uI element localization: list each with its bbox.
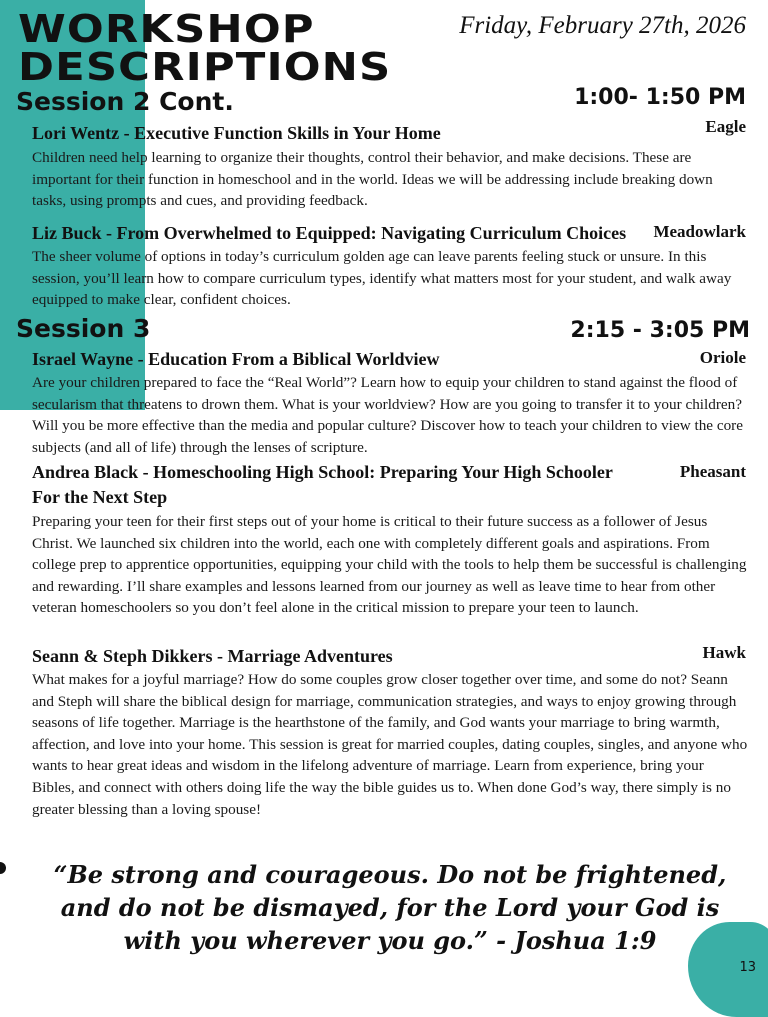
page-number: 13 [739,960,756,975]
page-title [18,7,392,89]
workshop-description: What makes for a joyful marriage? How do some couples grow closer together over time, and some do not? Seann and Steph will share the biblical design for marriage, communication strategies, and ways to enjoy growing through seasons of life together. Marriage is the hearthstone of the family, and God wants your marriage to bring warmth, affection, and love into your home. This session is great for married couples, dating couples, singles, and anyone who wants to hear great ideas and wisdom in the lifelong adventure of marriage. Learn from experience, bring your Bibles, and connect with others doing life the way the bible guides us to. When done God’s way, there simply is no greater blessing than a loving spouse! [32,671,748,818]
title-line-1: WORKSHOP [18,7,315,51]
workshop-room: Meadowlark [653,222,746,241]
session-2-label: Session 2 Cont. [16,87,234,116]
session-3-time: 2:15 - 3:05 PM [570,318,750,343]
workshop-room: Pheasant [679,462,746,481]
workshop-description: Are your children prepared to face the “Real World”? Learn how to equip your children to stand against the flood of secularism that threatens to drown them. What is your worldview? How are you going to transfer it to your children? Will you be more effective than the media and popular culture? Discover how to teach your children to view the core subjects (and all of life) through the lenses of scripture. [32,374,743,456]
workshop-room: Oriole [699,348,746,367]
workshop-description: The sheer volume of options in today’s curriculum golden age can leave parents feeling stuck or unsure. In this session, you’ll learn how to compare curriculum types, identify what matters most for your student, and walk away equipped to make clear, confident choices. [32,248,732,309]
title-line-2: DESCRIPTIONS [18,45,392,89]
workshop-description: Children need help learning to organize their thoughts, control their behavior, and make decisions. These are important for their function in homeschool and in the world. Ideas we will be addressing include breaking down tasks, using prompts and cues, and providing feedback. [32,149,713,210]
session-2-time: 1:00- 1:50 PM [574,85,746,110]
scripture-quote: “Be strong and courageous. Do not be frightened, and do not be dismayed, for the Lord your God is with you wherever you go.” - Joshua 1:9 [53,860,727,955]
workshop-title: Lori Wentz - Executive Function Skills in Your Home [32,123,441,143]
workshop-title: Liz Buck - From Overwhelmed to Equipped: Navigating Curriculum Choices [32,223,627,243]
event-date: Friday, February 27th, 2026 [459,12,746,39]
workshop-description: Preparing your teen for their first steps out of your home is critical to their future success as a follower of Jesus Christ. We launched six children into the world, each one with completely different goals and aspirations. From college prep to apprentice opportunities, equipping your child with the tools to help them be successful is challenging and rewarding. I’ll share examples and lessons learned from our journey as well as leave time to hear from other veteran homeschoolers so you don’t feel alone in the critical mission to prepare your teen to launch. [32,513,747,617]
workshop-room: Hawk [702,643,746,662]
bullet-dot [0,862,6,874]
workshop-title: Andrea Black - Homeschooling High School: Preparing Your High Schooler For the Next Step [32,462,613,507]
workshop-title: Israel Wayne - Education From a Biblical Worldview [32,349,440,369]
session-3-label: Session 3 [16,314,151,343]
workshop-title: Seann & Steph Dikkers - Marriage Adventures [32,646,393,666]
workshop-room: Eagle [705,117,746,136]
